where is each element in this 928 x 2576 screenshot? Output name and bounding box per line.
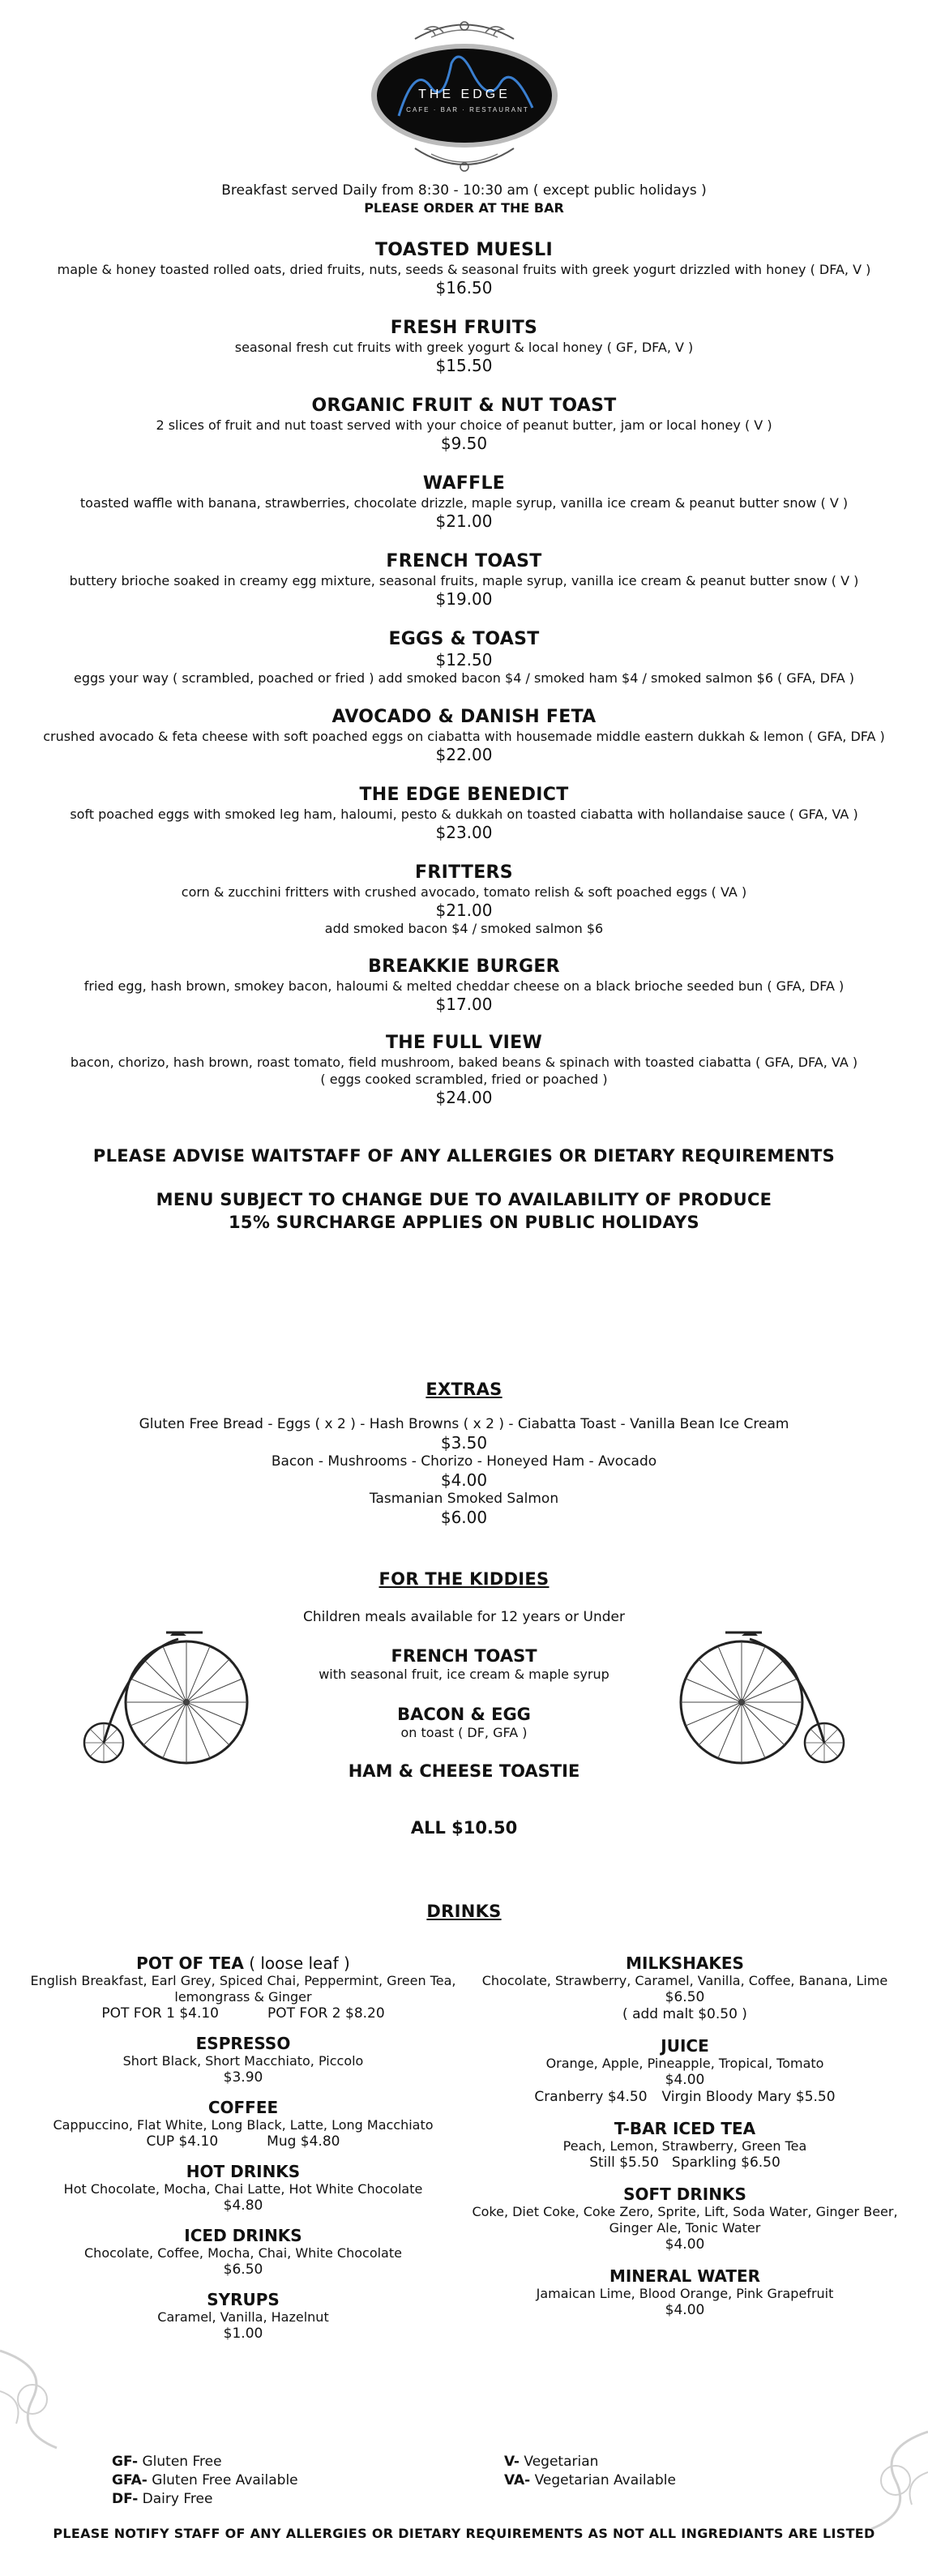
drink-desc: Chocolate, Strawberry, Caramel, Vanilla, Coffee, Banana, Lime <box>481 1973 888 1988</box>
drink-price-pair: Still $5.50 Sparkling $6.50 <box>589 2155 780 2171</box>
item-price: $23.00 <box>435 823 493 842</box>
drink-desc: Jamaican Lime, Blood Orange, Pink Grapefruit <box>536 2286 834 2301</box>
menu-item <box>0 707 928 764</box>
item-name: WAFFLE <box>422 473 506 494</box>
drink-price: $3.90 <box>223 2069 263 2086</box>
dietary-legend-right <box>504 2453 676 2490</box>
item-desc: toasted waffle with banana, strawberries, chocolate drizzle, maple syrup, vanilla ice cream & peanut butter snow ( V ) <box>79 495 849 511</box>
menu-item <box>0 1033 928 1107</box>
drinks-right-column <box>466 1953 904 2319</box>
menu-item <box>0 551 928 609</box>
drink-group <box>24 2034 462 2086</box>
drink-name: SYRUPS <box>207 2290 280 2309</box>
item-price: $17.00 <box>435 995 493 1014</box>
drink-group <box>466 2036 904 2106</box>
drink-price-pair: POT FOR 1 $4.10 POT FOR 2 $8.20 <box>101 2005 385 2022</box>
extras-items: Bacon - Mushrooms - Chorizo - Honeyed Ham - Avocado <box>271 1453 657 1470</box>
kids-title: FOR THE KIDDIES <box>378 1569 550 1589</box>
extras-price: $3.50 <box>440 1433 488 1453</box>
drinks-title: DRINKS <box>426 1902 502 1921</box>
drink-price: $1.00 <box>223 2326 263 2342</box>
drink-name: COFFEE <box>207 2098 279 2117</box>
item-name: THE EDGE BENEDICT <box>359 785 569 805</box>
kids-item-name: BACON & EGG <box>397 1705 531 1724</box>
drink-name: ICED DRINKS <box>184 2226 302 2245</box>
extras-items: Tasmanian Smoked Salmon <box>369 1491 559 1507</box>
drink-name: JUICE <box>661 2036 709 2056</box>
item-price: $22.00 <box>435 745 493 764</box>
legend-entry: DF- Dairy Free <box>112 2491 213 2507</box>
drink-group <box>466 2119 904 2172</box>
drink-name: MINERAL WATER <box>609 2266 761 2286</box>
drink-name: SOFT DRINKS <box>623 2184 746 2204</box>
kids-item-desc: with seasonal fruit, ice cream & maple syrup <box>319 1667 609 1682</box>
drink-group <box>24 2290 462 2343</box>
penny-farthing-left-icon <box>81 1621 255 1767</box>
legend-entry: GF- Gluten Free <box>112 2454 222 2470</box>
item-desc: soft poached eggs with smoked leg ham, haloumi, pesto & dukkah on toasted ciabatta with hollandaise sauce ( GFA, VA ) <box>70 807 858 822</box>
corner-ornament-right-icon <box>855 2424 928 2537</box>
drink-name: T-BAR ICED TEA <box>614 2119 756 2138</box>
menu-change-notice: MENU SUBJECT TO CHANGE DUE TO AVAILABILITY OF PRODUCE <box>156 1190 772 1209</box>
item-name: AVOCADO & DANISH FETA <box>331 707 597 727</box>
drink-price-pair: Cranberry $4.50 Virgin Bloody Mary $5.50 <box>534 2089 836 2105</box>
drink-group <box>24 1953 462 2022</box>
item-desc: seasonal fresh cut fruits with greek yogurt & local honey ( GF, DFA, V ) <box>234 340 694 355</box>
drinks-left-column <box>24 1953 462 2343</box>
extras-items: Gluten Free Bread - Eggs ( x 2 ) - Hash Browns ( x 2 ) - Ciabatta Toast - Vanilla Bean Ice Cream <box>139 1416 789 1432</box>
item-price: $21.00 <box>435 901 493 920</box>
kids-item-name: FRENCH TOAST <box>391 1646 537 1666</box>
menu-item <box>0 785 928 842</box>
drink-price: $6.50 <box>665 1989 705 2005</box>
item-name: FRENCH TOAST <box>386 551 542 571</box>
item-name: FRESH FRUITS <box>390 318 538 338</box>
drink-name: ESPRESSO <box>195 2034 291 2053</box>
legend-entry: V- Vegetarian <box>504 2454 599 2470</box>
item-addon: add smoked bacon $4 / smoked salmon $6 <box>324 921 604 936</box>
drink-desc: Orange, Apple, Pineapple, Tropical, Tomato <box>545 2056 824 2071</box>
item-name: FRITTERS <box>415 862 513 883</box>
extras-price: $4.00 <box>440 1470 488 1490</box>
item-desc: bacon, chorizo, hash brown, roast tomato, field mushroom, baked beans & spinach with toasted ciabatta ( GFA, DFA, VA ) <box>70 1055 858 1070</box>
order-note: PLEASE ORDER AT THE BAR <box>364 200 564 216</box>
extras-list <box>0 1415 928 1527</box>
item-name: THE FULL VIEW <box>385 1033 543 1053</box>
extras-price: $6.00 <box>440 1508 488 1527</box>
item-desc: corn & zucchini fritters with crushed avocado, tomato relish & soft poached eggs ( VA ) <box>181 884 747 900</box>
drink-group <box>466 2184 904 2253</box>
service-hours: Breakfast served Daily from 8:30 - 10:30 am ( except public holidays ) <box>221 182 707 199</box>
menu-item <box>0 396 928 453</box>
legend-entry: GFA- Gluten Free Available <box>112 2472 298 2488</box>
item-desc: buttery brioche soaked in creamy egg mixture, seasonal fruits, maple syrup, vanilla ice cream & peanut butter snow ( V ) <box>69 573 859 588</box>
drink-price: $4.80 <box>223 2197 263 2214</box>
drink-group <box>24 2098 462 2150</box>
drink-group <box>466 1953 904 2023</box>
menu-item <box>0 862 928 937</box>
logo <box>366 15 562 177</box>
drink-name: POT OF TEA ( loose leaf ) <box>136 1953 350 1973</box>
drink-desc: English Breakfast, Earl Grey, Spiced Chai, Peppermint, Green Tea, lemongrass & Ginger <box>30 1973 456 2005</box>
legend-entry: VA- Vegetarian Available <box>504 2472 676 2488</box>
item-name: EGGS & TOAST <box>388 629 540 649</box>
item-desc: 2 slices of fruit and nut toast served with your choice of peanut butter, jam or local honey ( V ) <box>156 417 772 433</box>
intro <box>0 182 928 217</box>
allergy-notice: PLEASE ADVISE WAITSTAFF OF ANY ALLERGIES OR DIETARY REQUIREMENTS <box>92 1146 836 1166</box>
item-desc: crushed avocado & feta cheese with soft poached eggs on ciabatta with housemade middle eastern dukkah & lemon ( GFA, DFA ) <box>43 729 885 744</box>
item-price: $21.00 <box>435 511 493 531</box>
item-name: TOASTED MUESLI <box>375 240 553 260</box>
drink-name: MILKSHAKES <box>626 1953 744 1973</box>
item-price: $12.50 <box>435 650 493 670</box>
drink-desc: Hot Chocolate, Mocha, Chai Latte, Hot White Chocolate <box>63 2181 423 2197</box>
kids-item <box>0 1704 928 1741</box>
menu-item <box>0 318 928 375</box>
item-price: $24.00 <box>435 1088 493 1107</box>
kids-item-desc: on toast ( DF, GFA ) <box>400 1725 528 1740</box>
menu-item <box>0 473 928 531</box>
item-desc: maple & honey toasted rolled oats, dried fruits, nuts, seeds & seasonal fruits with greek yogurt drizzled with honey ( DFA, V ) <box>57 262 871 277</box>
drink-group <box>24 2226 462 2279</box>
item-price: $19.00 <box>435 589 493 609</box>
drink-price: $4.00 <box>665 2236 705 2253</box>
drink-price-pair: CUP $4.10 Mug $4.80 <box>146 2133 340 2150</box>
penny-farthing-right-icon <box>673 1621 847 1767</box>
extras-title: EXTRAS <box>426 1380 502 1399</box>
menu-item <box>0 240 928 297</box>
drink-addon: ( add malt $0.50 ) <box>622 2006 747 2022</box>
drink-price: $6.50 <box>223 2261 263 2278</box>
kids-note: Children meals available for 12 years or Under <box>303 1609 625 1625</box>
drink-name: HOT DRINKS <box>186 2162 301 2181</box>
dietary-legend-left <box>112 2453 298 2509</box>
item-name: BREAKKIE BURGER <box>368 956 560 977</box>
item-name: ORGANIC FRUIT & NUT TOAST <box>311 396 617 416</box>
drink-price: $4.00 <box>665 2302 705 2318</box>
menu-item <box>0 956 928 1014</box>
drink-price: $4.00 <box>665 2072 705 2088</box>
item-desc: eggs your way ( scrambled, poached or fried ) add smoked bacon $4 / smoked ham $4 / smoked salmon $6 ( GFA, DFA ) <box>73 670 855 686</box>
logo-tagline: CAFE · BAR · RESTAURANT <box>406 106 529 113</box>
drink-desc: Cappuccino, Flat White, Long Black, Latte, Long Macchiato <box>53 2117 434 2133</box>
kids-item <box>0 1645 928 1683</box>
drink-desc: Chocolate, Coffee, Mocha, Chai, White Chocolate <box>84 2245 402 2261</box>
drink-desc: Coke, Diet Coke, Coke Zero, Sprite, Lift, Soda Water, Ginger Beer, Ginger Ale, Tonic Water <box>472 2204 898 2236</box>
drink-group <box>466 2266 904 2319</box>
item-desc-note: ( eggs cooked scrambled, fried or poached ) <box>320 1072 608 1087</box>
drink-group <box>24 2162 462 2214</box>
kids-item <box>0 1761 928 1782</box>
kids-price: ALL $10.50 <box>410 1818 518 1838</box>
menu-item <box>0 629 928 687</box>
kids-item-name: HAM & CHEESE TOASTIE <box>348 1761 580 1781</box>
item-price: $16.50 <box>435 278 493 297</box>
logo-name: THE EDGE <box>418 88 511 101</box>
drink-desc: Peach, Lemon, Strawberry, Green Tea <box>562 2138 807 2154</box>
corner-ornament-left-icon <box>0 2343 73 2456</box>
item-desc: fried egg, hash brown, smokey bacon, haloumi & melted cheddar cheese on a black brioche seeded bun ( GFA, DFA ) <box>83 978 845 994</box>
item-price: $9.50 <box>440 434 488 453</box>
surcharge-notice: 15% SURCHARGE APPLIES ON PUBLIC HOLIDAYS <box>229 1213 699 1232</box>
drink-desc: Caramel, Vanilla, Hazelnut <box>157 2309 329 2325</box>
footer-notice: PLEASE NOTIFY STAFF OF ANY ALLERGIES OR DIETARY REQUIREMENTS AS NOT ALL INGREDIANTS ARE LISTED <box>53 2526 875 2541</box>
drink-desc: Short Black, Short Macchiato, Piccolo <box>122 2053 364 2069</box>
item-price: $15.50 <box>435 356 493 375</box>
